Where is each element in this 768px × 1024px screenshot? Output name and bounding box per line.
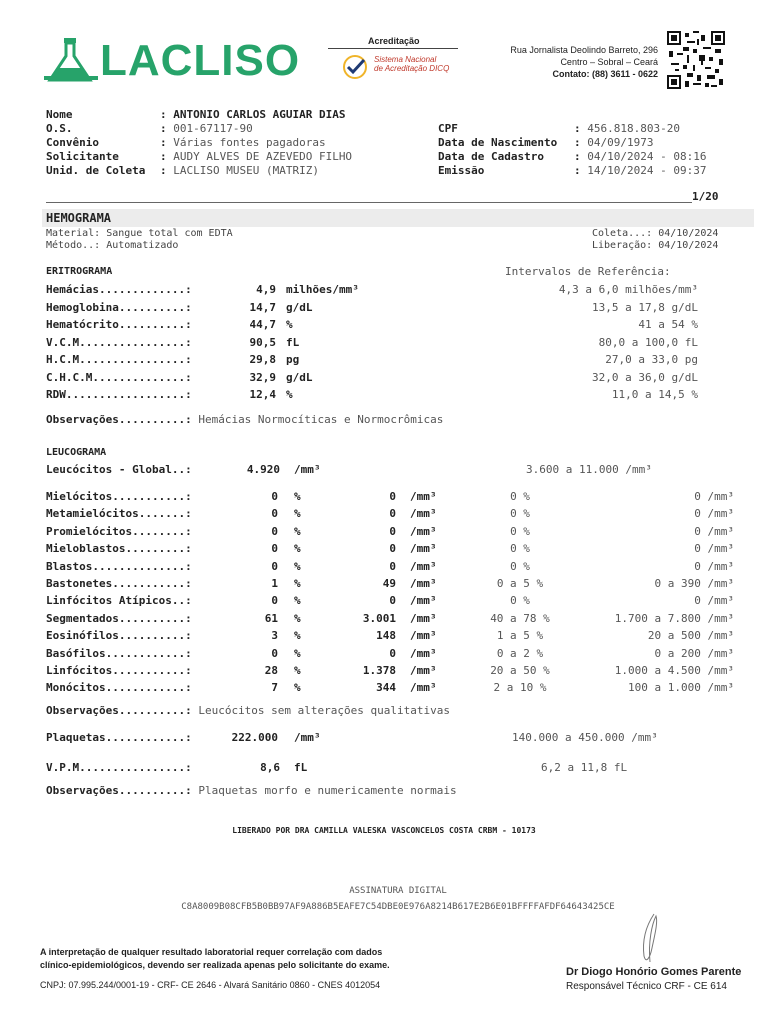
- eritrograma-row-value: 12,4: [249, 388, 276, 401]
- registration-date: 04/10/2024 - 08:16: [587, 150, 707, 163]
- platelets-ref: 140.000 a 450.000 /mm³: [512, 731, 658, 744]
- leucograma-row-ref-abs: 1.000 a 4.500 /mm³: [614, 664, 734, 677]
- reference-header: Intervalos de Referência:: [505, 265, 671, 278]
- eritrograma-row-unit: g/dL: [286, 301, 313, 314]
- leucograma-row-ref-abs: 0 /mm³: [694, 525, 734, 538]
- leukocytes-global-ref: 3.600 a 11.000 /mm³: [526, 463, 652, 476]
- leucograma-row-pct: 0: [271, 647, 278, 660]
- leucograma-row-pct: 3: [271, 629, 278, 642]
- order-number: 001-67117-90: [173, 122, 253, 135]
- leucograma-row-abs-unit: /mm³: [410, 681, 437, 694]
- eritrograma-row-unit: fL: [286, 336, 300, 349]
- exam-method: Método..: Automatizado: [46, 240, 179, 251]
- leucograma-row-abs-unit: /mm³: [410, 664, 437, 677]
- leucograma-row-label: Metamielócitos.......:: [46, 507, 192, 520]
- leukocytes-global-unit: /mm³: [294, 463, 321, 476]
- leucograma-row-ref-pct: 0 %: [510, 542, 530, 555]
- eritrograma-row-label: H.C.M................:: [46, 353, 192, 366]
- leucograma-row-abs-unit: /mm³: [410, 490, 437, 503]
- leucograma-row-abs-unit: /mm³: [410, 525, 437, 538]
- release-date: Liberação: 04/10/2024: [592, 240, 719, 251]
- leucograma-row-ref-abs: 0 a 390 /mm³: [654, 577, 734, 590]
- eritrograma-row-label: Hematócrito..........:: [46, 318, 192, 331]
- leucograma-row-pct-unit: %: [294, 681, 301, 694]
- leucograma-row-label: Monócitos............:: [46, 681, 192, 694]
- leucograma-row-abs: 344: [376, 681, 396, 694]
- leucograma-row-pct: 1: [271, 577, 278, 590]
- logo-text: LACLISO: [100, 36, 301, 85]
- eritrograma-row-label: Hemácias.............:: [46, 283, 192, 296]
- eritrograma-observations: Observações..........: Hemácias Normocíticas e Normocrômicas: [46, 413, 444, 426]
- accreditation-name: Sistema Nacional de Acreditação DICQ: [374, 55, 450, 73]
- interpretation-note: A interpretação de qualquer resultado laboratorial requer correlação com dados clínico-epidemiológicos, devendo ser realizada apenas pelo solicitante do exame.: [40, 947, 390, 970]
- leucograma-row-ref-abs: 0 /mm³: [694, 594, 734, 607]
- eritrograma-row-ref: 41 a 54 %: [638, 318, 698, 331]
- leucograma-row-ref-pct: 0 %: [510, 525, 530, 538]
- patient-name: ANTONIO CARLOS AGUIAR DIAS: [173, 108, 346, 121]
- leucograma-row-pct: 0: [271, 560, 278, 573]
- leucograma-row-label: Promielócitos........:: [46, 525, 192, 538]
- eritrograma-row-value: 90,5: [249, 336, 276, 349]
- leucograma-row-ref-pct: 0 a 5 %: [496, 577, 544, 590]
- collection-unit: LACLISO MUSEU (MATRIZ): [173, 164, 319, 177]
- leucograma-row-pct-unit: %: [294, 490, 301, 503]
- leucograma-row-pct: 28: [264, 664, 278, 677]
- eritrograma-row-value: 14,7: [249, 301, 276, 314]
- leucograma-row-ref-abs: 0 /mm³: [694, 507, 734, 520]
- leukocytes-global-value: 4.920: [246, 463, 280, 476]
- section-bar: [42, 209, 754, 227]
- eritrograma-row-ref: 27,0 a 33,0 pg: [605, 353, 698, 366]
- eritrograma-row-ref: 4,3 a 6,0 milhões/mm³: [558, 283, 698, 296]
- leucograma-title: LEUCOGRAMA: [46, 447, 107, 458]
- leucograma-row-pct-unit: %: [294, 525, 301, 538]
- issue-date: 14/10/2024 - 09:37: [587, 164, 707, 177]
- leucograma-row-abs-unit: /mm³: [410, 612, 437, 625]
- leucograma-row-abs: 0: [389, 647, 396, 660]
- leucograma-row-pct: 7: [271, 681, 278, 694]
- eritrograma-row-ref: 11,0 a 14,5 %: [611, 388, 698, 401]
- eritrograma-row-ref: 13,5 a 17,8 g/dL: [592, 301, 698, 314]
- technical-lead-role: Responsável Técnico CRF - CE 614: [566, 981, 727, 992]
- cpf: 456.818.803-20: [587, 122, 680, 135]
- leucograma-row-abs-unit: /mm³: [410, 560, 437, 573]
- vpm-value: 8,6: [260, 761, 280, 774]
- eritrograma-row-ref: 80,0 a 100,0 fL: [598, 336, 698, 349]
- leucograma-row-pct-unit: %: [294, 507, 301, 520]
- leucograma-row-pct: 0: [271, 594, 278, 607]
- eritrograma-title: ERITROGRAMA: [46, 266, 113, 277]
- eritrograma-row-value: 32,9: [249, 371, 276, 384]
- leucograma-row-ref-pct: 40 a 78 %: [490, 612, 550, 625]
- leucograma-row-abs: 1.378: [362, 664, 396, 677]
- signature-title: ASSINATURA DIGITAL: [349, 886, 447, 896]
- leucograma-row-abs: 0: [389, 507, 396, 520]
- leucograma-row-pct-unit: %: [294, 560, 301, 573]
- accreditation-seal-icon: [340, 54, 370, 80]
- leucograma-row-pct-unit: %: [294, 594, 301, 607]
- leukocytes-global-label: Leucócitos - Global..:: [46, 463, 192, 476]
- page-number: 1/20: [692, 190, 719, 203]
- eritrograma-row-label: V.C.M................:: [46, 336, 192, 349]
- company-registration: CNPJ: 07.995.244/0001-19 - CRF- CE 2646 - Alvará Sanitário 0860 - CNES 4012054: [40, 980, 381, 990]
- requester: AUDY ALVES DE AZEVEDO FILHO: [173, 150, 353, 163]
- leucograma-row-pct-unit: %: [294, 612, 301, 625]
- leucograma-row-label: Segmentados..........:: [46, 612, 192, 625]
- leucograma-row-label: Mielócitos...........:: [46, 490, 192, 503]
- leucograma-row-abs: 3.001: [362, 612, 396, 625]
- leucograma-row-ref-abs: 0 a 200 /mm³: [654, 647, 734, 660]
- leucograma-row-abs-unit: /mm³: [410, 594, 437, 607]
- signature-hash: C8A8009B08CFB5B0BB97AF9A886B5EAFE7C54DBE0E976A8214B617E2B6E01BFFFFAFDF64643425CE: [181, 902, 615, 912]
- leucograma-row-abs-unit: /mm³: [410, 647, 437, 660]
- leucograma-row-pct-unit: %: [294, 647, 301, 660]
- leucograma-row-ref-pct: 0 %: [510, 490, 530, 503]
- exam-material: Material: Sangue total com EDTA: [46, 228, 233, 239]
- leucograma-row-pct-unit: %: [294, 664, 301, 677]
- eritrograma-row-value: 4,9: [256, 283, 276, 296]
- leucograma-row-abs: 0: [389, 525, 396, 538]
- leucograma-row-abs: 0: [389, 490, 396, 503]
- platelets-value: 222.000: [231, 731, 278, 744]
- patient-info-right: CPF : 456.818.803-20 Data de Nascimento : 04/09/1973 Data de Cadastro : 04/10/2024 - 08:16 Emissão : 14/10/2024 - 09:37: [438, 122, 707, 177]
- eritrograma-row-label: Hemoglobina..........:: [46, 301, 192, 314]
- leucograma-row-abs-unit: /mm³: [410, 577, 437, 590]
- leucograma-row-ref-pct: 0 %: [510, 594, 530, 607]
- vpm-ref: 6,2 a 11,8 fL: [541, 761, 628, 774]
- technical-lead-name: Dr Diogo Honório Gomes Parente: [566, 966, 742, 978]
- eritrograma-row-value: 44,7: [249, 318, 276, 331]
- eritrograma-row-unit: %: [286, 318, 293, 331]
- eritrograma-row-unit: milhões/mm³: [286, 283, 359, 296]
- leucograma-row-ref-abs: 20 a 500 /mm³: [647, 629, 734, 642]
- leucograma-row-pct-unit: %: [294, 629, 301, 642]
- accreditation-divider: [328, 48, 458, 49]
- patient-info-left: Nome : ANTONIO CARLOS AGUIAR DIAS O.S. : 001-67117-90 Convênio : Várias fontes pagadoras Solicitante : AUDY ALVES DE AZEVEDO FILHO Unid. de Coleta : LACLISO MUSEU (MATRIZ): [46, 108, 353, 177]
- eritrograma-row-value: 29,8: [249, 353, 276, 366]
- leucograma-row-ref-abs: 0 /mm³: [694, 542, 734, 555]
- leucograma-row-ref-abs: 100 a 1.000 /mm³: [628, 681, 734, 694]
- eritrograma-row-label: C.H.C.M..............:: [46, 371, 192, 384]
- birth-date: 04/09/1973: [587, 136, 654, 149]
- vpm-unit: fL: [294, 761, 308, 774]
- leucograma-row-ref-abs: 0 /mm³: [694, 560, 734, 573]
- leucograma-row-ref-pct: 0 %: [510, 560, 530, 573]
- leucograma-row-pct: 0: [271, 490, 278, 503]
- leucograma-row-pct: 0: [271, 507, 278, 520]
- eritrograma-row-unit: pg: [286, 353, 300, 366]
- leucograma-row-pct: 0: [271, 525, 278, 538]
- leucograma-row-label: Blastos..............:: [46, 560, 192, 573]
- handwritten-signature-icon: [636, 912, 664, 966]
- leucograma-row-abs: 148: [376, 629, 396, 642]
- leucograma-row-ref-pct: 20 a 50 %: [490, 664, 550, 677]
- leucograma-row-abs-unit: /mm³: [410, 542, 437, 555]
- leucograma-row-pct: 61: [264, 612, 278, 625]
- leucograma-row-ref-pct: 0 %: [510, 507, 530, 520]
- leucograma-row-label: Bastonetes...........:: [46, 577, 192, 590]
- leucograma-row-pct-unit: %: [294, 542, 301, 555]
- leucograma-row-pct: 0: [271, 542, 278, 555]
- leucograma-row-label: Basófilos............:: [46, 647, 192, 660]
- platelets-unit: /mm³: [294, 731, 321, 744]
- leucograma-observations: Observações..........: Leucócitos sem alterações qualitativas: [46, 704, 450, 717]
- header-divider: [46, 202, 692, 203]
- leucograma-row-label: Linfócitos...........:: [46, 664, 192, 677]
- leucograma-row-pct-unit: %: [294, 577, 301, 590]
- leucograma-row-ref-abs: 0 /mm³: [694, 490, 734, 503]
- leucograma-row-ref-pct: 2 a 10 %: [493, 681, 547, 694]
- eritrograma-row-unit: g/dL: [286, 371, 313, 384]
- platelets-observations: Observações..........: Plaquetas morfo e numericamente normais: [46, 784, 457, 797]
- leucograma-row-label: Mieloblastos.........:: [46, 542, 192, 555]
- platelets-label: Plaquetas............:: [46, 731, 192, 744]
- leucograma-row-abs: 49: [382, 577, 396, 590]
- leucograma-row-label: Eosinófilos..........:: [46, 629, 192, 642]
- lab-address: Rua Jornalista Deolindo Barreto, 296 Centro – Sobral – Ceará Contato: (88) 3611 - 0622: [510, 45, 658, 79]
- leucograma-row-label: Linfócitos Atípicos..:: [46, 594, 192, 607]
- accreditation-title: Acreditação: [368, 36, 420, 46]
- eritrograma-row-unit: %: [286, 388, 293, 401]
- qr-code-icon: [667, 31, 725, 89]
- leucograma-row-abs-unit: /mm³: [410, 629, 437, 642]
- insurance: Várias fontes pagadoras: [173, 136, 326, 149]
- eritrograma-row-ref: 32,0 a 36,0 g/dL: [592, 371, 698, 384]
- leucograma-row-abs-unit: /mm³: [410, 507, 437, 520]
- vpm-label: V.P.M................:: [46, 761, 192, 774]
- leucograma-row-abs: 0: [389, 594, 396, 607]
- leucograma-row-ref-pct: 0 a 2 %: [496, 647, 544, 660]
- exam-title: HEMOGRAMA: [46, 211, 112, 225]
- leucograma-row-abs: 0: [389, 560, 396, 573]
- flask-logo-icon: [44, 38, 98, 84]
- leucograma-row-ref-abs: 1.700 a 7.800 /mm³: [614, 612, 734, 625]
- release-statement: LIBERADO POR DRA CAMILLA VALESKA VASCONCELOS COSTA CRBM - 10173: [232, 826, 536, 835]
- eritrograma-row-label: RDW..................:: [46, 388, 192, 401]
- collection-date: Coleta...: 04/10/2024: [592, 228, 719, 239]
- leucograma-row-abs: 0: [389, 542, 396, 555]
- leucograma-row-ref-pct: 1 a 5 %: [496, 629, 544, 642]
